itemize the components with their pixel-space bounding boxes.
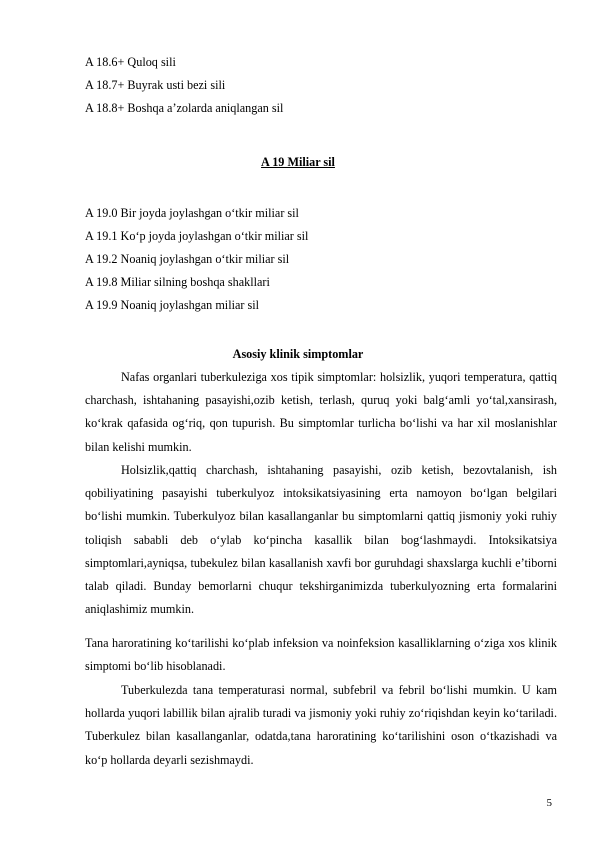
code-a19-8: A 19.8 Miliar silning boshqa shakllari: [85, 275, 270, 289]
paragraph-2: Holsizlik,qattiq charchash, ishtahaning pasayishi, ozib ketish, bezovtalanish, ish qobiliyatining pasayishi tuberkulyoz intoksikatsiyasining erta namoyon bo‘lgan belgilari bo‘lishi mumkin. Tuberkulyoz bilan kasallanganlar bu simptomlarni qattiq jismoniy yoki ruhiy toliqish sababli deb o‘ylab ko‘pincha kasallik bilan bog‘lashmaydi. Intoksikatsiya simptomlari,ayniqsa, tubekulez bilan kasallanish xavfi bor guruhdagi shaxslarga kuchli e’tiborni talab qiladi. Bunday bemorlarni chuqur tekshirganimizda tuberkulyozning erta formalarini aniqlashimiz mumkin.: [85, 463, 557, 617]
code-a18-6: A 18.6+ Quloq sili: [85, 55, 176, 69]
paragraph-4: Tuberkulezda tana temperaturasi normal, subfebril va febril bo‘lishi mumkin. U kam hollarda yuqori labillik bilan ajralib turadi va jismoniy yoki ruhiy zo‘riqishdan keyin ko‘tariladi. Tuberkulez bilan kasallanganlar, odatda,tana haroratining ko‘tarilishini oson o‘tkazishadi va ko‘p hollarda deyarli sezishmaydi.: [85, 683, 557, 767]
paragraph-3: Tana haroratining ko‘tarilishi ko‘plab infeksion va noinfeksion kasalliklarning o‘ziga xos klinik simptomi bo‘lib hisoblanadi.: [85, 636, 557, 674]
paragraph-1: Nafas organlari tuberkuleziga xos tipik simptomlar: holsizlik, yuqori temperatura, qattiq charchash, ishtahaning pasayishi,ozib ketish, terlash, quruq yoki balg‘amli yo‘tal,xansirash, ko‘krak qafasida og‘riq, qon tupurish. Bu simptomlar turlicha bo‘lishi va har xil moslanishlar bilan kelishi mumkin.: [85, 370, 557, 454]
code-a18-8: A 18.8+ Boshqa a’zolarda aniqlangan sil: [85, 101, 284, 115]
section-title: [0, 155, 596, 170]
section-title-text: A 19 Miliar sil: [261, 155, 335, 169]
code-a19-0: A 19.0 Bir joyda joylashgan o‘tkir miliar sil: [85, 206, 299, 220]
code-a19-2: A 19.2 Noaniq joylashgan o‘tkir miliar sil: [85, 252, 290, 266]
subheading: Asosiy klinik simptomlar: [232, 347, 364, 361]
code-a19-1: A 19.1 Ko‘p joyda joylashgan o‘tkir miliar sil: [85, 229, 309, 243]
page-number: 5: [546, 797, 552, 809]
code-a19-9: A 19.9 Noaniq joylashgan miliar sil: [85, 298, 259, 312]
code-a18-7: A 18.7+ Buyrak usti bezi sili: [85, 78, 226, 92]
